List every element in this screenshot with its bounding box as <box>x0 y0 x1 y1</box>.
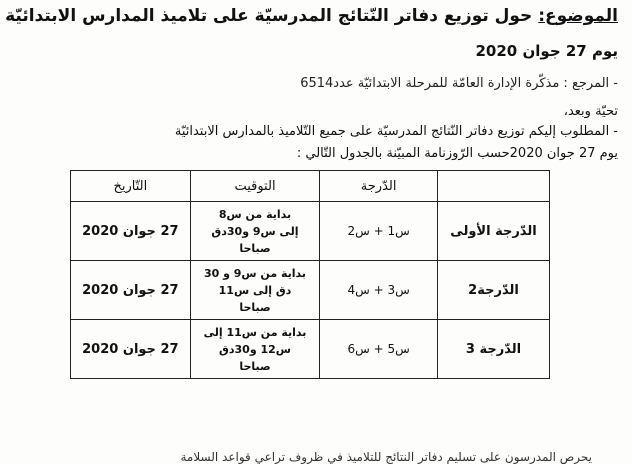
table-row <box>71 320 550 379</box>
degree-cell: س3 + س4 <box>320 261 438 320</box>
footer-partial-line: يحرص المدرسون على تسليم دفاتر النتائج للتلاميذ في ظروف تراعي قواعد السلامة <box>180 450 592 464</box>
time-cell <box>190 202 320 261</box>
header-degree: الدّرجة <box>320 171 438 202</box>
time-line: بداية من س11 إلى <box>203 325 307 339</box>
reference-line: - المرجع : مذكّرة الإدارة العامّة للمرحلة الابتدائيّة عدد6514 <box>300 76 618 91</box>
time-line: س12 و30دق <box>219 342 291 356</box>
time-line: بداية من س9 و 30 <box>203 266 307 280</box>
time-line: صباحا <box>239 300 271 314</box>
table-row <box>71 202 550 261</box>
time-line: صباحا <box>239 241 271 255</box>
time-cell <box>190 261 320 320</box>
time-line: بداية من س8 <box>218 207 292 221</box>
level-cell: الدّرجة الأولى <box>437 202 549 261</box>
request-line-1: - المطلوب إليكم توزيع دفاتر النّتائج المدرسيّة على جميع التّلاميذ بالمدارس الابتدائيّة <box>174 124 618 139</box>
header-time: التوقيت <box>190 171 320 202</box>
header-date: التّاريخ <box>71 171 191 202</box>
date-cell: 27 جوان 2020 <box>71 202 191 261</box>
subject-text: حول توزيع دفاتر النّتائج المدرسيّة على تلاميذ المدارس الابتدائيّة <box>5 6 533 26</box>
header-level <box>437 171 549 202</box>
time-line: صباحا <box>239 359 271 373</box>
table-row <box>71 261 550 320</box>
time-cell <box>190 320 320 379</box>
table-header-row <box>71 171 550 202</box>
level-cell: الدّرجة2 <box>437 261 549 320</box>
level-cell: الدّرجة 3 <box>437 320 549 379</box>
degree-cell: س5 + س6 <box>320 320 438 379</box>
time-line: إلى س9 و30دق <box>211 224 299 238</box>
subject-label: الموضوع: <box>538 6 618 26</box>
date-line: يوم 27 جوان 2020 <box>475 42 618 60</box>
request-line-2: يوم 27 جوان 2020حسب الرّوزنامة المبيّنة بالجدول التّالي : <box>296 146 618 161</box>
greeting-line: تحيّة وبعد، <box>563 104 618 119</box>
time-line: دق إلى س11 <box>218 283 292 297</box>
subject-line <box>5 6 618 26</box>
date-cell: 27 جوان 2020 <box>71 261 191 320</box>
schedule-table <box>70 170 550 379</box>
degree-cell: س1 + س2 <box>320 202 438 261</box>
date-cell: 27 جوان 2020 <box>71 320 191 379</box>
